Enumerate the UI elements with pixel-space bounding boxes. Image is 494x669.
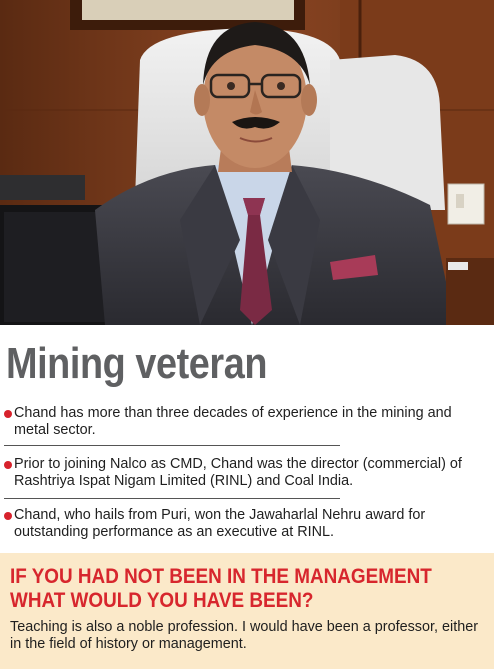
headline: Mining veteran xyxy=(6,339,268,388)
bullet-text: Chand, who hails from Puri, won the Jawaharlal Nehru award for outstanding performance as an executive at RINL. xyxy=(14,507,426,540)
bullet-text: Prior to joining Nalco as CMD, Chand was the director (commercial) of Rashtriya Ispat Nigam Limited (RINL) and Coal India. xyxy=(14,456,462,489)
bullet-dot-icon xyxy=(4,512,12,520)
list-item xyxy=(4,405,490,440)
qa-box xyxy=(0,553,494,669)
qa-question: IF YOU HAD NOT BEEN IN THE MANAGEMENT WHAT WOULD YOU HAVE BEEN? xyxy=(10,565,432,612)
fact-list xyxy=(4,405,490,542)
bullet-text: Chand has more than three decades of experience in the mining and metal sector. xyxy=(14,405,452,438)
bullet-dot-icon xyxy=(4,461,12,469)
divider xyxy=(4,445,340,446)
bullet-dot-icon xyxy=(4,410,12,418)
portrait-photo xyxy=(0,0,494,325)
divider xyxy=(4,498,340,499)
list-item xyxy=(4,507,490,542)
qa-answer: Teaching is also a noble profession. I would have been a professor, either in the field of history or management. xyxy=(10,619,478,652)
list-item xyxy=(4,456,490,491)
portrait-illustration xyxy=(0,0,494,325)
